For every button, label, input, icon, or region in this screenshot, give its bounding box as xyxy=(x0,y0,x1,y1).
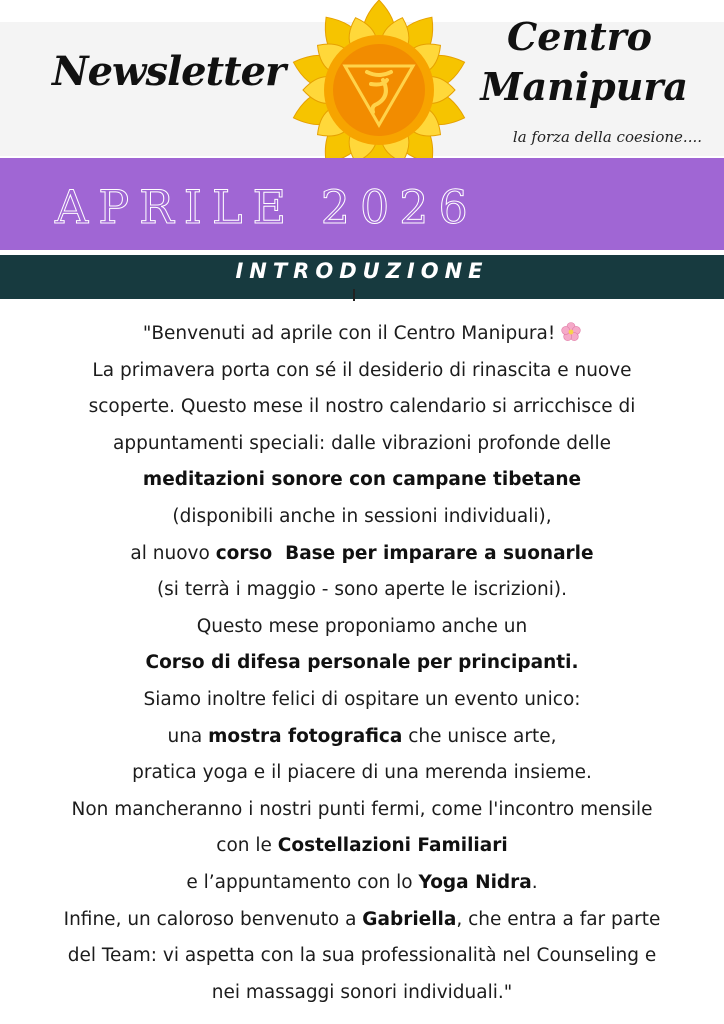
newsletter-title: Newsletter xyxy=(52,48,286,95)
intro-line: "Benvenuti ad aprile con il Centro Manipura! xyxy=(10,316,714,353)
intro-line: appuntamenti speciali: dalle vibrazioni profonde delle xyxy=(113,432,611,454)
section-header-bar xyxy=(0,255,724,299)
intro-line: pratica yoga e il piacere di una merenda insieme. xyxy=(132,762,592,784)
intro-line: La primavera porta con sé il desiderio di rinascita e nuove xyxy=(92,359,632,381)
intro-line xyxy=(10,645,714,682)
intro-line: Infine, un caloroso benvenuto a Gabriella, che entra a far parte xyxy=(63,908,661,930)
highlight-meditazioni: meditazioni sonore con campane tibetane xyxy=(142,469,582,491)
intro-line: (disponibili anche in sessioni individuali), xyxy=(172,505,552,527)
intro-line: nei massaggi sonori individuali." xyxy=(211,981,513,1003)
cherry-blossom-icon xyxy=(561,322,581,342)
intro-line: (si terrà i maggio - sono aperte le iscrizioni). xyxy=(156,579,568,601)
month-banner xyxy=(0,158,724,250)
intro-line: una mostra fotografica che unisce arte, xyxy=(167,725,557,747)
intro-line: del Team: vi aspetta con la sua professionalità nel Counseling e xyxy=(67,945,657,967)
intro-line: Questo mese proponiamo anche un xyxy=(196,615,528,637)
brand-name-line1: Centro xyxy=(507,14,652,59)
intro-line: con le Costellazioni Familiari xyxy=(216,835,508,857)
highlight-mostra: mostra fotografica xyxy=(208,725,403,747)
intro-line xyxy=(10,462,714,499)
intro-line: e l’appuntamento con lo Yoga Nidra. xyxy=(186,871,538,893)
highlight-difesa-personale: Corso di difesa personale per principanti. xyxy=(145,652,579,674)
highlight-gabriella: Gabriella xyxy=(362,908,457,930)
highlight-costellazioni: Costellazioni Familiari xyxy=(277,835,508,857)
intro-line: al nuovo corso Base per imparare a suonarle xyxy=(130,542,594,564)
highlight-corso-base: corso Base per imparare a suonarle xyxy=(215,542,594,564)
highlight-yoga-nidra: Yoga Nidra xyxy=(418,871,532,893)
intro-line: Siamo inoltre felici di ospitare un evento unico: xyxy=(143,688,581,710)
month-title: APRILE 2026 xyxy=(55,180,478,234)
section-title: INTRODUZIONE xyxy=(235,259,489,283)
text-cursor-mark xyxy=(353,289,355,301)
brand-tagline: la forza della coesione.... xyxy=(512,128,702,146)
intro-line: scoperte. Questo mese il nostro calendario si arricchisce di xyxy=(88,396,636,418)
intro-line: Non mancheranno i nostri punti fermi, come l'incontro mensile xyxy=(71,798,653,820)
brand-name-line2: Manipura xyxy=(480,64,688,109)
intro-text xyxy=(10,316,714,1011)
